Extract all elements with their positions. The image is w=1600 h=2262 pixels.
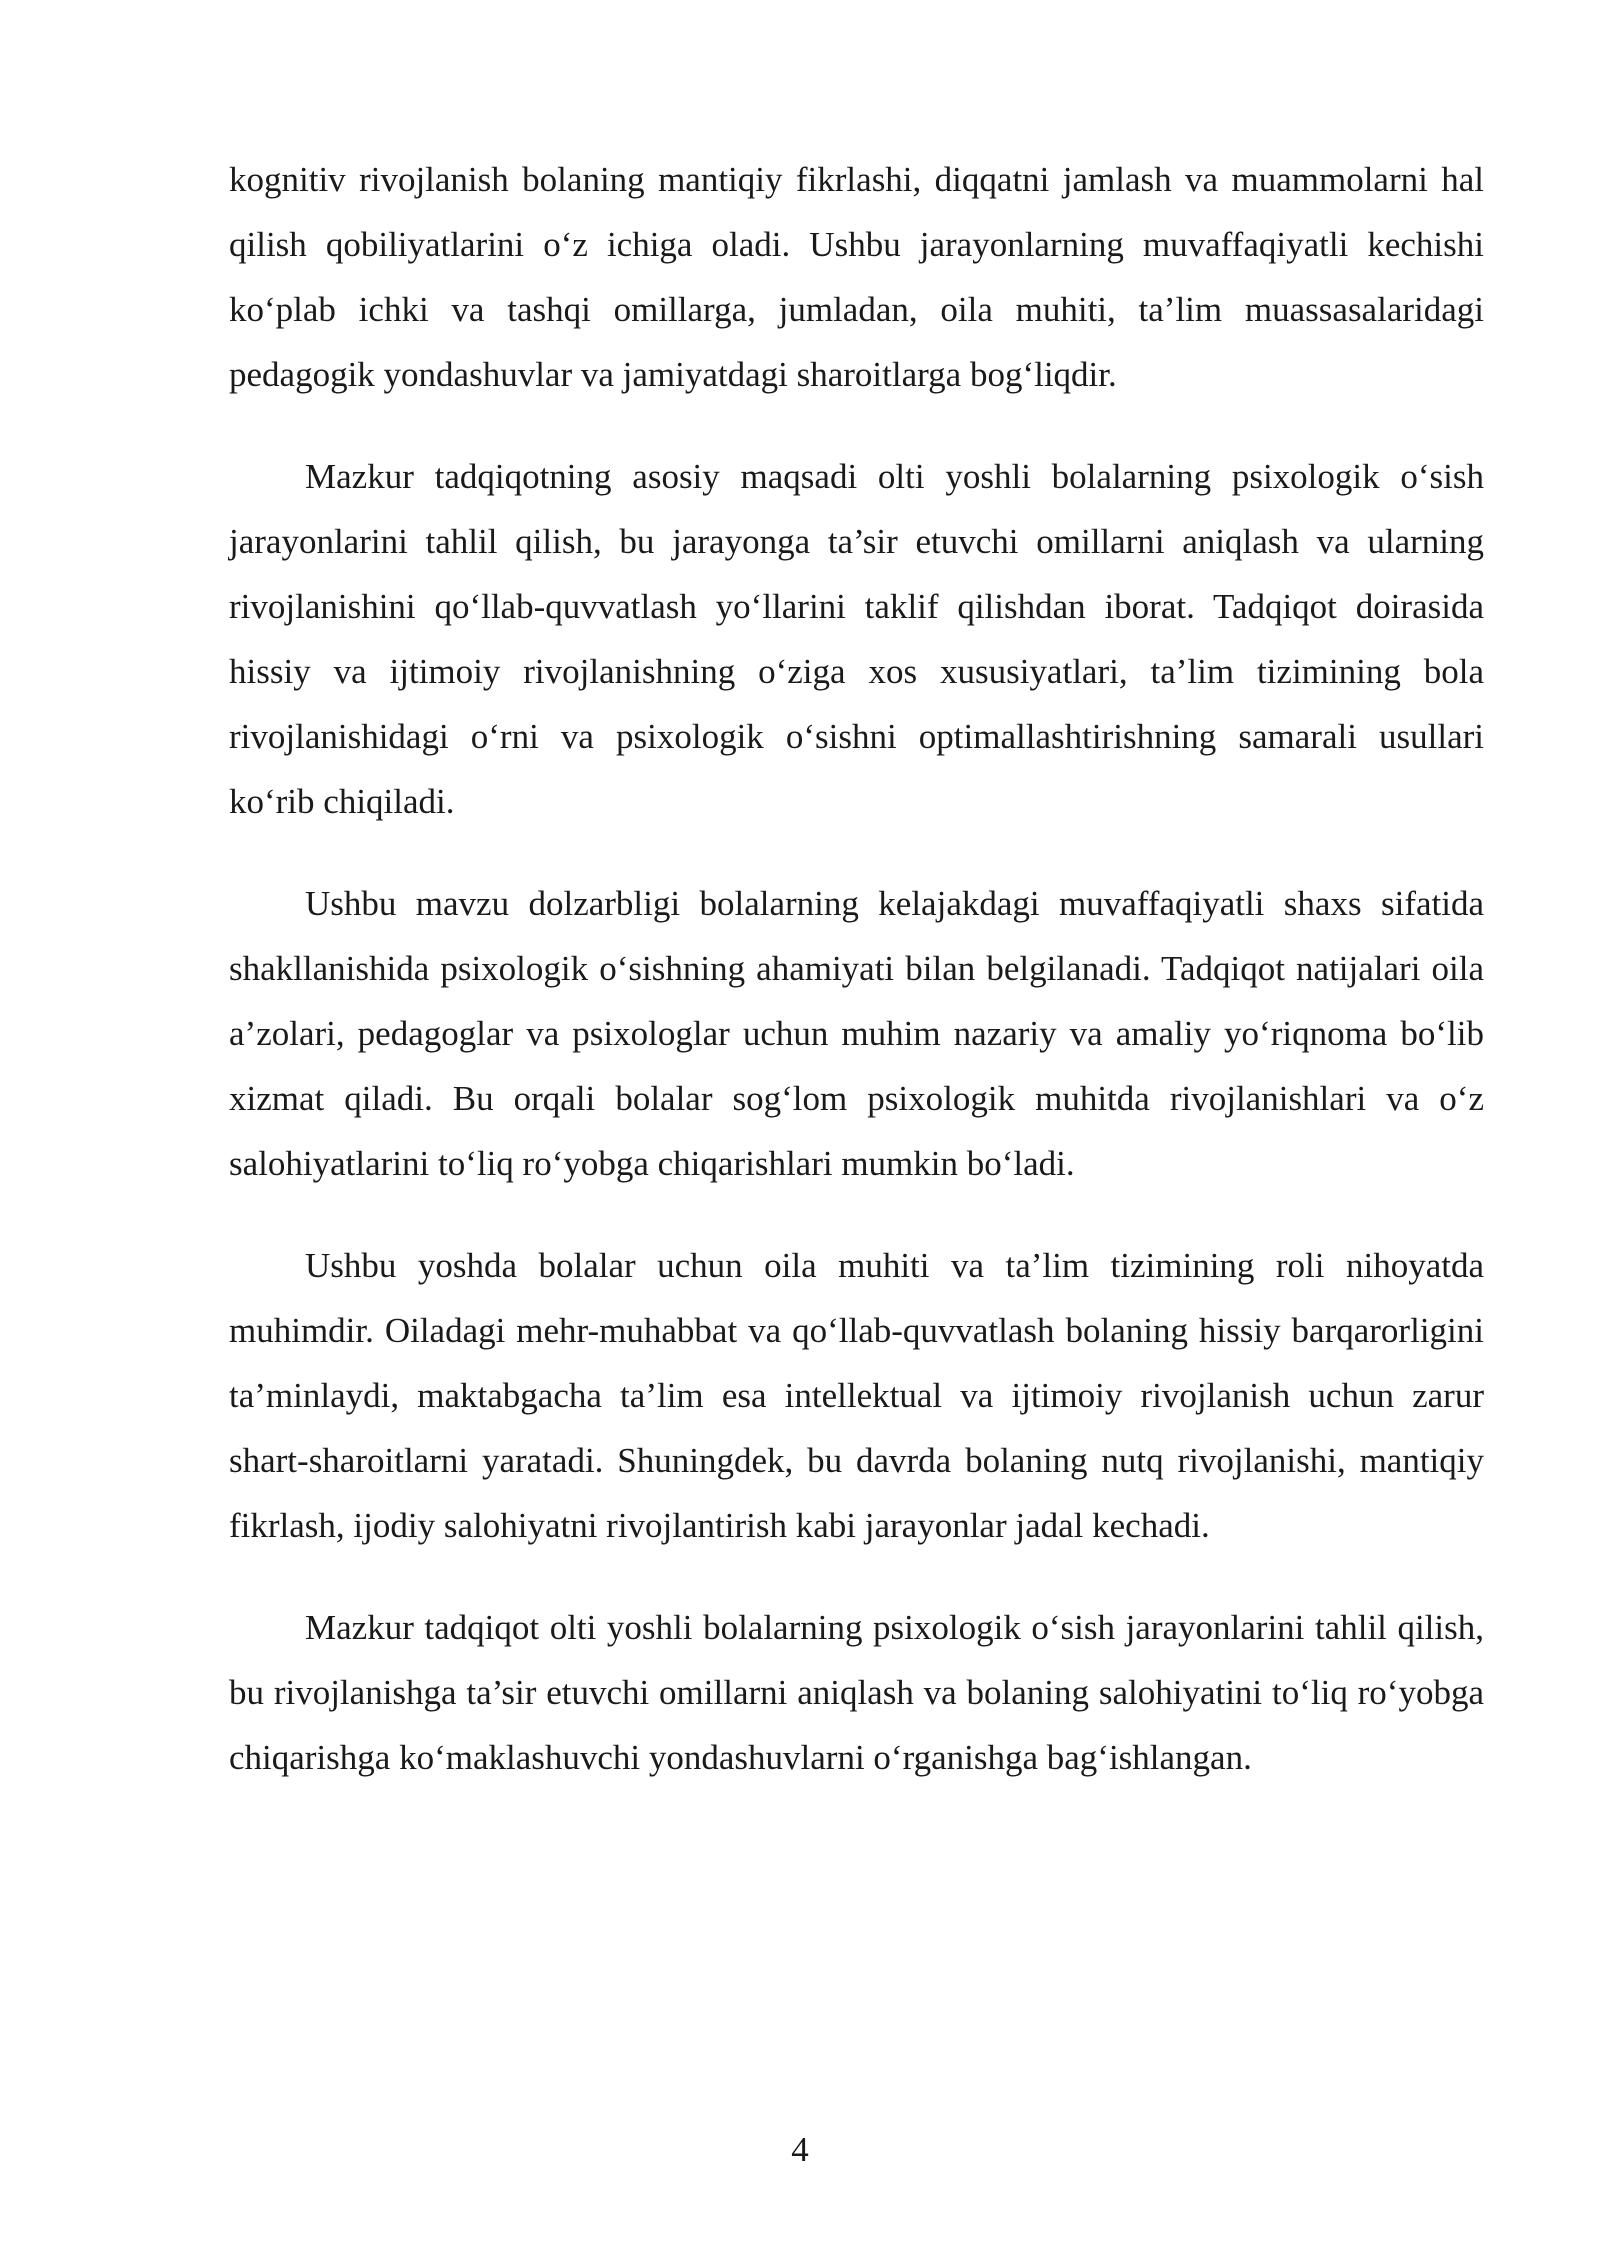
paragraph-1: kognitiv rivojlanish bolaning mantiqiy fikrlashi, diqqatni jamlash va muammolarni hal qilish qobiliyatlarini o‘z ichiga oladi. Ushbu jarayonlarning muvaffaqiyatli kechishi ko‘plab ichki va tashqi omillarga, jumladan, oila muhiti, ta’lim muassasalaridagi pedagogik yondashuvlar va jamiyatdagi sharoitlarga bog‘liqdir. <box>229 160 1484 394</box>
paragraph-3: Ushbu mavzu dolzarbligi bolalarning kelajakdagi muvaffaqiyatli shaxs sifatida shakllanishida psixologik o‘sishning ahamiyati bilan belgilanadi. Tadqiqot natijalari oila a’zolari, pedagoglar va psixologlar uchun muhim nazariy va amaliy yo‘riqnoma bo‘lib xizmat qiladi. Bu orqali bolalar sog‘lom psixologik muhitda rivojlanishlari va o‘z salohiyatlarini to‘liq ro‘yobga chiqarishlari mumkin bo‘ladi. <box>229 884 1484 1183</box>
paragraph-4: Ushbu yoshda bolalar uchun oila muhiti va ta’lim tizimining roli nihoyatda muhimdir. Oiladagi mehr-muhabbat va qo‘llab-quvvatlash bolaning hissiy barqarorligini ta’minlaydi, maktabgacha ta’lim esa intellektual va ijtimoiy rivojlanish uchun zarur shart-sharoitlarni yaratadi. Shuningdek, bu davrda bolaning nutq rivojlanishi, mantiqiy fikrlash, ijodiy salohiyatni rivojlantirish kabi jarayonlar jadal kechadi. <box>229 1246 1484 1545</box>
body-text <box>229 147 1484 1827</box>
page-number: 4 <box>791 2130 809 2169</box>
paragraph-2: Mazkur tadqiqotning asosiy maqsadi olti yoshli bolalarning psixologik o‘sish jarayonlarini tahlil qilish, bu jarayonga ta’sir etuvchi omillarni aniqlash va ularning rivojlanishini qo‘llab-quvvatlash yo‘llarini taklif qilishdan iborat. Tadqiqot doirasida hissiy va ijtimoiy rivojlanishning o‘ziga xos xususiyatlari, ta’lim tizimining bola rivojlanishidagi o‘rni va psixologik o‘sishni optimallashtirishning samarali usullari ko‘rib chiqiladi. <box>229 457 1484 821</box>
paragraph-5: Mazkur tadqiqot olti yoshli bolalarning psixologik o‘sish jarayonlarini tahlil qilish, bu rivojlanishga ta’sir etuvchi omillarni aniqlash va bolaning salohiyatini to‘liq ro‘yobga chiqarishga ko‘maklashuvchi yondashuvlarni o‘rganishga bag‘ishlangan. <box>229 1608 1484 1777</box>
